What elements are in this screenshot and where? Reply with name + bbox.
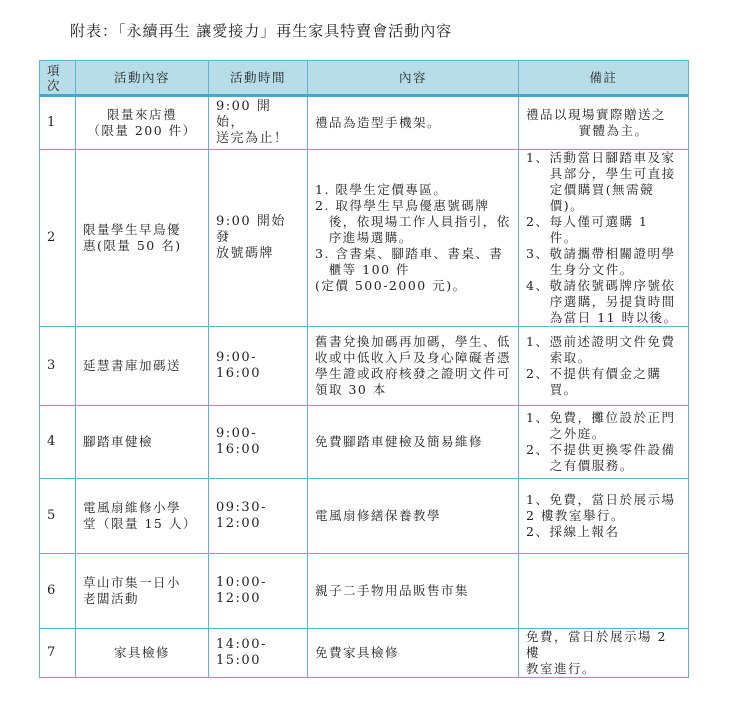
activity-line: 堂（限量 15 人）	[83, 516, 197, 531]
row-index: 6	[40, 554, 76, 629]
activity-line: 草山市集一日小	[83, 575, 182, 590]
row-time	[209, 96, 308, 150]
table-row	[40, 554, 689, 629]
row-notes	[519, 150, 689, 327]
row-notes	[519, 327, 689, 406]
table-row	[40, 629, 689, 678]
activity-line: 惠(限量 50 名)	[83, 238, 182, 253]
row-index: 4	[40, 406, 76, 479]
table-header-row	[40, 61, 689, 96]
activity-line: 限量學生早鳥優	[83, 222, 182, 237]
notes-item: 1、免費，攤位設於正門之外庭。	[526, 410, 676, 441]
notes-item: 3、敬請攜帶相關證明學生身分文件。	[526, 246, 676, 277]
activity-line: （限量 200 件）	[87, 123, 197, 138]
row-index: 7	[40, 629, 76, 678]
activity-line: 限量來店禮	[106, 107, 177, 122]
header-activity: 活動內容	[76, 61, 209, 96]
row-index: 1	[40, 96, 76, 150]
row-content: 電風扇修繕保養教學	[308, 479, 519, 554]
notes-line: 教室進行。	[526, 661, 597, 676]
notes-item: 2、不提供更換零件設備之有價服務。	[526, 442, 676, 473]
time-line: 送完為止！	[216, 131, 289, 146]
row-index: 2	[40, 150, 76, 327]
notes-line: 禮品以現場實際贈送之	[526, 107, 667, 122]
table-row	[40, 479, 689, 554]
row-activity	[76, 150, 209, 327]
row-activity: 延慧書庫加碼送	[76, 327, 209, 406]
header-index-label: 項次	[47, 62, 62, 93]
table-row	[40, 96, 689, 150]
row-activity	[76, 96, 209, 150]
content-price-note: (定價 500-2000 元)。	[315, 278, 467, 293]
document-title: 附表：「永續再生 讓愛接力」再生家具特賣會活動內容	[70, 22, 453, 40]
row-notes-empty	[519, 554, 689, 629]
notes-item: 2、不提供有價金之購買。	[526, 366, 662, 397]
header-content: 內容	[308, 61, 519, 96]
row-time: 10:00-12:00	[209, 554, 308, 629]
table-row	[40, 327, 689, 406]
activity-line: 電風扇維修小學	[83, 500, 182, 515]
row-time: 09:30-12:00	[209, 479, 308, 554]
row-content: 親子二手物用品販售市集	[308, 554, 519, 629]
row-time: 9:00-16:00	[209, 406, 308, 479]
row-content: 舊書兌換加碼再加碼，學生、低收或中低收入戶及身心障礙者憑學生證或政府核發之證明文件可領取 30 本	[308, 327, 519, 406]
row-time: 9:00-16:00	[209, 327, 308, 406]
notes-line: 免費，當日於展示場 2 樓	[526, 629, 667, 660]
notes-item: 4、敬請依號碼牌序號依序選購，另提貨時間為當日 11 時以後。	[526, 278, 678, 325]
row-time	[209, 150, 308, 327]
notes-line: 2 樓教室舉行。	[526, 508, 625, 523]
content-item: 2. 取得學生早鳥優惠號碼牌後，依現場工作人員指引，依序進場選購。	[315, 198, 511, 245]
notes-list	[526, 150, 681, 326]
row-notes	[519, 479, 689, 554]
row-content: 免費家具檢修	[308, 629, 519, 678]
content-list	[315, 182, 511, 278]
notes-item: 1、活動當日腳踏車及家具部分，學生可直接定價購買(無需競價)。	[526, 150, 676, 213]
notes-item: 2、每人僅可選購 1 件。	[526, 214, 649, 245]
notes-line: 實體為主。	[578, 123, 649, 138]
table-row	[40, 150, 689, 327]
time-line: 9:00 開始發	[216, 214, 286, 245]
row-activity: 家具檢修	[76, 629, 209, 678]
row-notes	[519, 406, 689, 479]
notes-item: 1、憑前述證明文件免費索取。	[526, 334, 676, 365]
row-activity: 腳踏車健檢	[76, 406, 209, 479]
time-line: 放號碼牌	[216, 246, 275, 261]
time-line: 9:00 開始，	[216, 99, 272, 130]
row-index: 5	[40, 479, 76, 554]
notes-list	[526, 410, 681, 474]
notes-line: 1、免費，當日於展示場	[526, 492, 676, 507]
row-notes	[519, 629, 689, 678]
row-activity	[76, 554, 209, 629]
activity-table	[39, 60, 689, 678]
row-content	[308, 150, 519, 327]
row-content: 免費腳踏車健檢及簡易維修	[308, 406, 519, 479]
content-item: 3. 含書桌、腳踏車、書桌、書櫃等 100 件	[315, 246, 504, 277]
activity-line: 老闆活動	[83, 591, 140, 606]
content-item: 1. 限學生定價專區。	[315, 182, 448, 197]
header-time: 活動時間	[209, 61, 308, 96]
header-index	[40, 61, 76, 96]
row-activity	[76, 479, 209, 554]
row-notes	[519, 96, 689, 150]
row-time: 14:00-15:00	[209, 629, 308, 678]
table-row	[40, 406, 689, 479]
header-notes: 備註	[519, 61, 689, 96]
row-content: 禮品為造型手機架。	[308, 96, 519, 150]
notes-line: 2、採線上報名	[526, 524, 620, 539]
notes-list	[526, 334, 681, 398]
row-index: 3	[40, 327, 76, 406]
